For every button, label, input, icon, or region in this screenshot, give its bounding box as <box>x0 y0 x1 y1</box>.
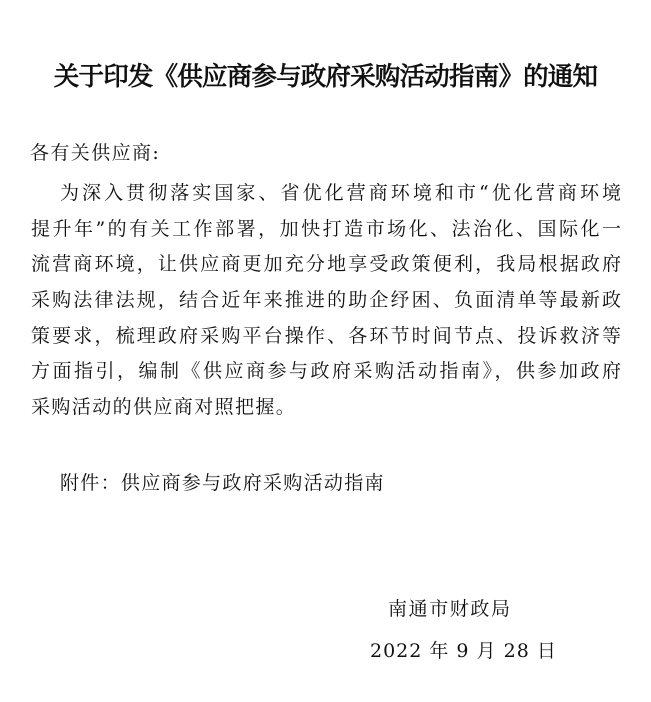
body-line: 为深入贯彻落实国家、省优化营商环境和市“优化营商环境 <box>60 182 621 204</box>
body-paragraph <box>31 176 621 426</box>
attachment-line: 附件：供应商参与政府采购活动指南 <box>60 472 385 494</box>
document-title: 关于印发《供应商参与政府采购活动指南》的通知 <box>53 62 598 92</box>
body-line: 采购法律法规，结合近年来推进的助企纾困、负面清单等最新政 <box>31 289 621 312</box>
body-line: 策要求，梳理政府采购平台操作、各环节时间节点、投诉救济等 <box>31 324 621 347</box>
body-line: 提升年”的有关工作部署，加快打造市场化、法治化、国际化一 <box>31 217 621 240</box>
body-line: 方面指引，编制《供应商参与政府采购活动指南》，供参加政府 <box>31 360 621 383</box>
body-line: 采购活动的供应商对照把握。 <box>31 396 297 419</box>
body-line: 流营商环境，让供应商更加充分地享受政策便利，我局根据政府 <box>31 253 621 276</box>
issue-date: 2022 年 9 月 28 日 <box>370 640 557 662</box>
signer: 南通市财政局 <box>388 598 512 620</box>
salutation: 各有关供应商: <box>30 142 161 164</box>
